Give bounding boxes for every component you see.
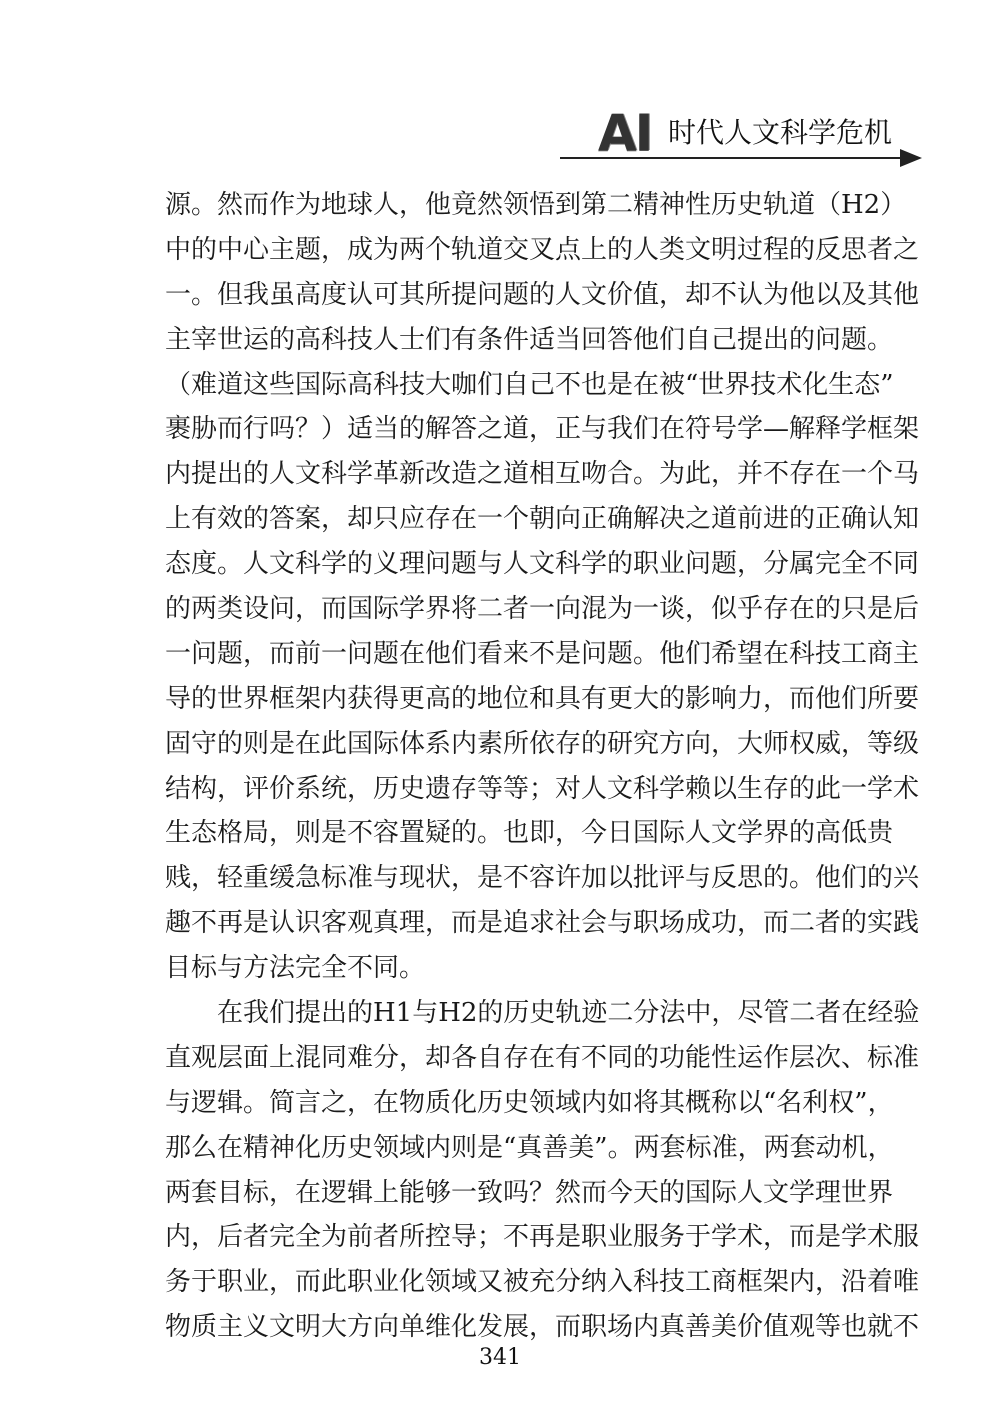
text-line: 物质主义文明大方向单维化发展，而职场内真善美价值观等也就不 bbox=[165, 1312, 920, 1343]
text-line: 两套目标，在逻辑上能够一致吗？然而今天的国际人文学理世界 bbox=[165, 1177, 894, 1208]
text-line: 结构，评价系统，历史遗存等等；对人文科学赖以生存的此一学术 bbox=[165, 773, 920, 804]
page-number: 341 bbox=[479, 1345, 521, 1370]
paragraph-first-line: 在我们提出的H1与H2的历史轨迹二分法中，尽管二者在经验 bbox=[217, 998, 920, 1029]
text-line: 主宰世运的高科技人士们有条件适当回答他们自己提出的问题。 bbox=[165, 324, 894, 355]
text-line: 中的中心主题，成为两个轨道交叉点上的人类文明过程的反思者之 bbox=[165, 234, 920, 265]
text-line: 生态格局，则是不容置疑的。也即，今日国际人文学界的高低贵 bbox=[165, 818, 894, 849]
text-line: （难道这些国际高科技大咖们自己不也是在被“世界技术化生态” bbox=[165, 369, 894, 400]
text-line: 导的世界框架内获得更高的地位和具有更大的影响力，而他们所要 bbox=[165, 683, 920, 714]
text-line: 目标与方法完全不同。 bbox=[165, 953, 426, 984]
text-line: 源。然而作为地球人，他竟然领悟到第二精神性历史轨道（H2） bbox=[165, 190, 907, 220]
running-header-title: 时代人文科学危机 bbox=[668, 116, 893, 149]
text-line: 一。但我虽高度认可其所提问题的人文价值，却不认为他以及其他 bbox=[165, 279, 920, 310]
text-line: 内，后者完全为前者所控导；不再是职业服务于学术，而是学术服 bbox=[165, 1222, 920, 1253]
text-line: 趣不再是认识客观真理，而是追求社会与职场成功，而二者的实践 bbox=[165, 908, 920, 939]
text-line: 的两类设问，而国际学界将二者一向混为一谈，似乎存在的只是后 bbox=[165, 594, 920, 625]
text-line: 与逻辑。简言之，在物质化历史领域内如将其概称以“名利权”， bbox=[165, 1087, 894, 1118]
header-rule-line bbox=[560, 157, 905, 159]
text-line: 直观层面上混同难分，却各自存在有不同的功能性运作层次、标准 bbox=[165, 1042, 920, 1073]
text-line: 一问题，而前一问题在他们看来不是问题。他们希望在科技工商主 bbox=[165, 638, 920, 669]
text-line: 上有效的答案，却只应存在一个朝向正确解决之道前进的正确认知 bbox=[165, 504, 920, 535]
ai-logo: AI bbox=[598, 104, 652, 162]
text-line: 态度。人文科学的义理问题与人文科学的职业问题，分属完全不同 bbox=[165, 549, 920, 580]
arrow-right-icon bbox=[900, 149, 922, 167]
body-text bbox=[165, 183, 920, 1350]
running-header bbox=[560, 95, 940, 175]
text-line: 那么在精神化历史领域内则是“真善美”。两套标准，两套动机， bbox=[165, 1132, 894, 1163]
text-line: 固守的则是在此国际体系内素所依存的研究方向，大师权威，等级 bbox=[165, 728, 920, 759]
text-line: 贱，轻重缓急标准与现状，是不容许加以批评与反思的。他们的兴 bbox=[165, 863, 920, 894]
text-line: 内提出的人文科学革新改造之道相互吻合。为此，并不存在一个马 bbox=[165, 459, 920, 490]
text-line: 务于职业，而此职业化领域又被充分纳入科技工商框架内，沿着唯 bbox=[165, 1267, 920, 1298]
text-line: 裹胁而行吗？）适当的解答之道，正与我们在符号学—解释学框架 bbox=[165, 414, 920, 445]
